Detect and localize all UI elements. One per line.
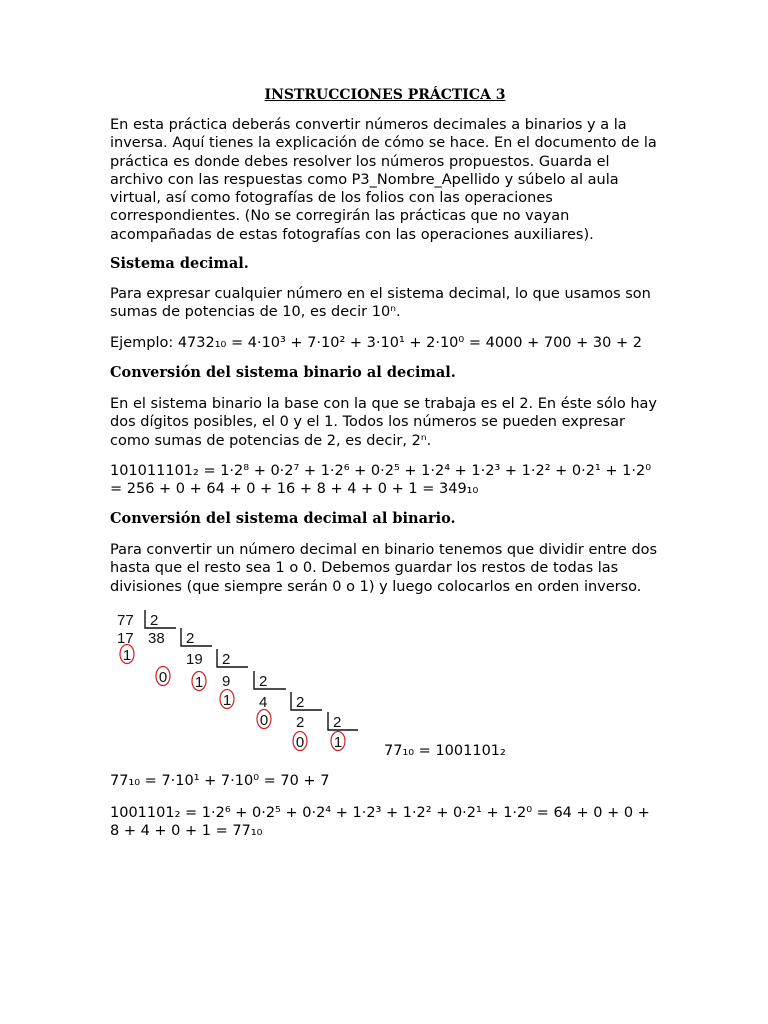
division-bracket [145, 610, 176, 628]
last-quotient: 1 [333, 734, 343, 751]
division-bracket [254, 671, 286, 689]
division-bracket [181, 628, 212, 646]
dividend: 19 [186, 651, 203, 668]
binary-to-decimal-example: 101011101₂ = 1·2⁸ + 0·2⁷ + 1·2⁶ + 0·2⁵ + 1·2⁴ + 1·2³ + 1·2² + 0·2¹ + 1·2⁰ = 256 + 0 + 64 + 0 + 16 + 8 + 4 + 0 + 1 = 349₁₀ [110, 463, 652, 498]
remainder: 1 [122, 647, 132, 664]
check-binary: 1001101₂ = 1·2⁶ + 0·2⁵ + 0·2⁴ + 1·2³ + 1·2² + 0·2¹ + 1·2⁰ = 64 + 0 + 0 + 8 + 4 + 0 + 1 = 77₁₀ [110, 805, 650, 840]
division-bracket [328, 712, 358, 730]
dividend: 38 [148, 630, 165, 647]
remainder: 0 [295, 734, 305, 751]
remainder-circle [293, 732, 307, 751]
decimal-to-binary-text: Para convertir un número decimal en binario tenemos que dividir entre dos hasta que el resto sea 1 o 0. Debemos guardar los restos de todas las divisiones (que siempre serán 0 o 1) y luego colocarlos en orden inverso. [110, 542, 658, 595]
check-decimal: 77₁₀ = 7·10¹ + 7·10⁰ = 70 + 7 [110, 773, 330, 789]
divisor: 2 [150, 612, 159, 629]
division-bracket [291, 692, 322, 710]
conversion-result: 77₁₀ = 1001101₂ [384, 743, 506, 759]
remainder-circle [120, 645, 134, 664]
divisor: 2 [259, 673, 268, 690]
decimal-example: Ejemplo: 4732₁₀ = 4·10³ + 7·10² + 3·10¹ + 2·10⁰ = 4000 + 700 + 30 + 2 [110, 335, 642, 351]
divisor: 2 [186, 630, 195, 647]
dividend: 77 [117, 612, 134, 629]
remainder: 0 [158, 669, 168, 686]
dividend: 2 [296, 714, 305, 731]
remainder: 0 [259, 712, 269, 729]
remainder: 1 [222, 692, 232, 709]
remainder-circle [220, 690, 234, 709]
decimal-system-text: Para expresar cualquier número en el sistema decimal, lo que usamos son sumas de potencias de 10, es decir 10ⁿ. [110, 286, 651, 321]
divisor: 2 [333, 714, 342, 731]
heading-decimal-system: Sistema decimal. [110, 255, 249, 272]
last-quotient-circle [331, 732, 345, 751]
division-bracket [217, 649, 248, 667]
binary-to-decimal-text: En el sistema binario la base con la que se trabaja es el 2. En éste sólo hay dos dígitos posibles, el 0 y el 1. Todos los números se pueden expresar como sumas de potencias de 2, es decir, 2ⁿ. [110, 396, 658, 449]
heading-binary-to-decimal: Conversión del sistema binario al decimal. [110, 364, 456, 381]
intro-paragraph: En esta práctica deberás convertir números decimales a binarios y a la inversa. Aquí tienes la explicación de cómo se hace. En el documento de la práctica es donde debes resolver los números propuestos. Guarda el archivo con las respuestas como P3_Nombre_Apellido y súbelo al aula virtual, así como fotografías de los folios con las operaciones correspondientes. (No se corregirán las prácticas que no vayan acompañadas de estas fotografías con las operaciones auxiliares). [110, 117, 657, 243]
remainder: 1 [194, 674, 204, 691]
divisor: 2 [296, 694, 305, 711]
divisor: 2 [222, 651, 231, 668]
remainder-circle [192, 672, 206, 691]
page-title: INSTRUCCIONES PRÁCTICA 3 [264, 87, 506, 103]
dividend: 4 [259, 694, 268, 711]
remainder-circle [257, 710, 271, 729]
remainder-circle [156, 667, 170, 686]
dividend: 9 [222, 673, 231, 690]
heading-decimal-to-binary: Conversión del sistema decimal al binario. [110, 510, 456, 527]
partial-remainder: 17 [117, 630, 134, 647]
